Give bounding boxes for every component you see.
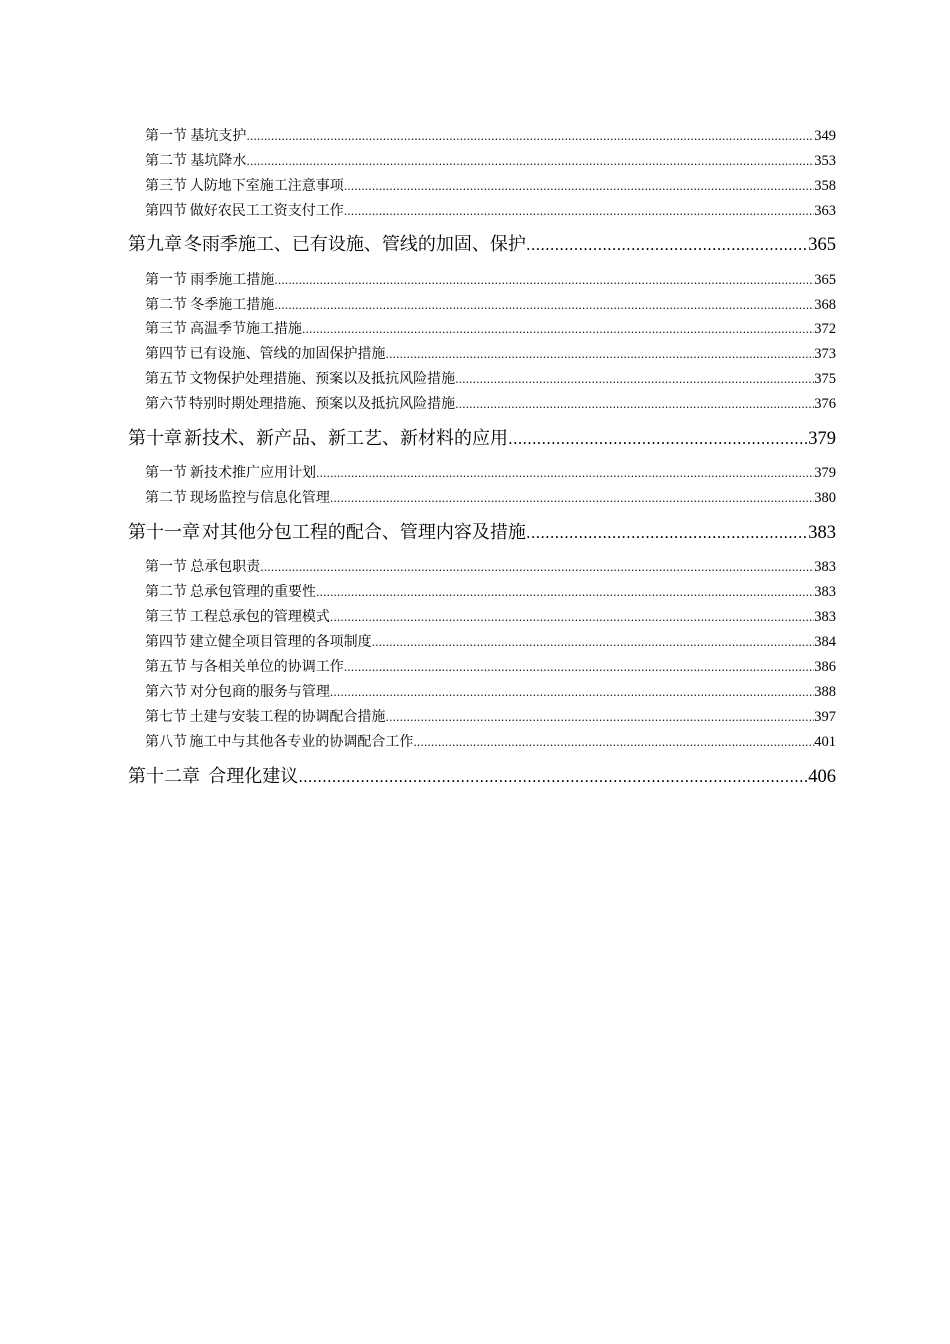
toc-entry-label: 第一节 xyxy=(145,465,187,481)
toc-entry-title: 土建与安装工程的协调配合措施 xyxy=(189,709,386,725)
toc-entry-chapter[interactable] xyxy=(128,765,836,789)
toc-entry-label: 第十二章 xyxy=(128,766,200,787)
toc-entry-section[interactable] xyxy=(145,296,836,315)
toc-entry-label: 第二节 xyxy=(145,490,187,506)
dot-leader xyxy=(372,633,815,652)
toc-entry-page-number: 353 xyxy=(814,153,836,169)
toc-entry-label: 第四节 xyxy=(145,203,187,219)
dot-leader xyxy=(330,608,814,627)
toc-entry-section[interactable] xyxy=(145,152,836,171)
toc-entry-label: 第四节 xyxy=(145,634,187,650)
toc-entry-label: 第十一章 xyxy=(128,522,200,543)
toc-entry-label: 第二节 xyxy=(145,297,187,313)
toc-entry-page-number: 383 xyxy=(814,584,836,600)
dot-leader xyxy=(386,345,815,364)
toc-entry-page-number: 363 xyxy=(814,203,836,219)
dot-leader xyxy=(316,464,814,483)
toc-entry-page-number: 380 xyxy=(814,490,836,506)
toc-entry-title: 对其他分包工程的配合、管理内容及措施 xyxy=(201,522,526,543)
toc-entry-page-number: 383 xyxy=(808,523,836,543)
toc-entry-title: 基坑支护 xyxy=(190,128,247,144)
dot-leader xyxy=(455,395,814,414)
toc-entry-label: 第七节 xyxy=(145,709,187,725)
toc-entry-label: 第一节 xyxy=(145,272,187,288)
dot-leader xyxy=(508,427,808,451)
dot-leader xyxy=(526,521,808,545)
toc-entry-page-number: 379 xyxy=(814,465,836,481)
toc-entry-title: 高温季节施工措施 xyxy=(190,321,303,337)
dot-leader xyxy=(526,233,808,257)
toc-entry-page-number: 349 xyxy=(814,128,836,144)
dot-leader xyxy=(344,658,814,677)
toc-entry-page-number: 397 xyxy=(814,709,836,725)
dot-leader xyxy=(302,320,814,339)
toc-entry-section[interactable] xyxy=(145,608,836,627)
toc-entry-section[interactable] xyxy=(145,658,836,677)
toc-entry-label: 第十章 xyxy=(128,428,182,449)
dot-leader xyxy=(344,177,814,196)
toc-entry-page-number: 365 xyxy=(814,272,836,288)
toc-entry-page-number: 383 xyxy=(814,559,836,575)
toc-entry-title: 总承包管理的重要性 xyxy=(189,584,316,600)
dot-leader xyxy=(413,733,814,752)
toc-entry-title: 冬季施工措施 xyxy=(190,297,275,313)
toc-entry-title: 工程总承包的管理模式 xyxy=(189,609,330,625)
toc-entry-page-number: 358 xyxy=(814,178,836,194)
toc-entry-section[interactable] xyxy=(145,320,836,339)
toc-entry-label: 第三节 xyxy=(145,321,187,337)
toc-entry-page-number: 373 xyxy=(814,346,836,362)
dot-leader xyxy=(344,202,814,221)
toc-entry-page-number: 406 xyxy=(808,767,836,787)
toc-entry-title: 与各相关单位的协调工作 xyxy=(189,659,344,675)
toc-entry-section[interactable] xyxy=(145,733,836,752)
toc-entry-label: 第三节 xyxy=(145,609,187,625)
toc-entry-page-number: 384 xyxy=(814,634,836,650)
toc-entry-title: 特别时期处理措施、预案以及抵抗风险措施 xyxy=(189,396,456,412)
toc-entry-section[interactable] xyxy=(145,683,836,702)
toc-entry-section[interactable] xyxy=(145,583,836,602)
toc-entry-section[interactable] xyxy=(145,633,836,652)
toc-entry-section[interactable] xyxy=(145,345,836,364)
toc-entry-title: 新技术、新产品、新工艺、新材料的应用 xyxy=(184,428,509,449)
toc-entry-label: 第一节 xyxy=(145,559,187,575)
toc-entry-section[interactable] xyxy=(145,127,836,146)
toc-entry-chapter[interactable] xyxy=(128,521,836,545)
toc-entry-page-number: 365 xyxy=(808,235,836,255)
toc-entry-page-number: 379 xyxy=(808,429,836,449)
toc-entry-label: 第二节 xyxy=(145,584,187,600)
dot-leader xyxy=(246,127,814,146)
toc-entry-title: 雨季施工措施 xyxy=(190,272,275,288)
toc-entry-page-number: 383 xyxy=(814,609,836,625)
dot-leader xyxy=(298,765,808,789)
toc-entry-title: 合理化建议 xyxy=(208,766,299,787)
toc-entry-section[interactable] xyxy=(145,464,836,483)
dot-leader xyxy=(386,708,815,727)
dot-leader xyxy=(330,683,814,702)
dot-leader xyxy=(274,271,814,290)
toc-entry-label: 第四节 xyxy=(145,346,187,362)
toc-entry-title: 新技术推广应用计划 xyxy=(189,465,316,481)
toc-entry-title: 文物保护处理措施、预案以及抵抗风险措施 xyxy=(189,371,456,387)
toc-entry-section[interactable] xyxy=(145,202,836,221)
toc-entry-label: 第五节 xyxy=(145,371,187,387)
toc-entry-page-number: 401 xyxy=(814,734,836,750)
toc-entry-chapter[interactable] xyxy=(128,233,836,257)
toc-entry-title: 现场监控与信息化管理 xyxy=(189,490,330,506)
toc-entry-label: 第二节 xyxy=(145,153,187,169)
dot-leader xyxy=(330,489,814,508)
toc-entry-chapter[interactable] xyxy=(128,427,836,451)
toc-entry-section[interactable] xyxy=(145,708,836,727)
toc-entry-title: 基坑降水 xyxy=(190,153,247,169)
toc-entry-page-number: 388 xyxy=(814,684,836,700)
toc-entry-label: 第九章 xyxy=(128,234,182,255)
toc-entry-label: 第六节 xyxy=(145,396,187,412)
dot-leader xyxy=(274,296,814,315)
toc-entry-title: 冬雨季施工、已有设施、管线的加固、保护 xyxy=(183,234,526,255)
dot-leader xyxy=(316,583,814,602)
toc-entry-section[interactable] xyxy=(145,370,836,389)
toc-entry-page-number: 376 xyxy=(814,396,836,412)
toc-entry-title: 人防地下室施工注意事项 xyxy=(189,178,344,194)
toc-entry-page-number: 368 xyxy=(814,297,836,313)
toc-entry-section[interactable] xyxy=(145,489,836,508)
toc-entry-page-number: 386 xyxy=(814,659,836,675)
toc-entry-section[interactable] xyxy=(145,558,836,577)
dot-leader xyxy=(246,152,814,171)
toc-entry-label: 第六节 xyxy=(145,684,187,700)
toc-entry-section[interactable] xyxy=(145,177,836,196)
toc-entry-section[interactable] xyxy=(145,395,836,414)
toc-entry-title: 已有设施、管线的加固保护措施 xyxy=(189,346,386,362)
toc-entry-title: 做好农民工工资支付工作 xyxy=(189,203,344,219)
toc-entry-page-number: 372 xyxy=(814,321,836,337)
toc-entry-section[interactable] xyxy=(145,271,836,290)
toc-entry-title: 总承包职责 xyxy=(190,559,261,575)
toc-entry-title: 施工中与其他各专业的协调配合工作 xyxy=(189,734,414,750)
toc-entry-title: 对分包商的服务与管理 xyxy=(189,684,330,700)
toc-entry-label: 第八节 xyxy=(145,734,187,750)
dot-leader xyxy=(260,558,814,577)
toc-entry-label: 第三节 xyxy=(145,178,187,194)
toc-entry-page-number: 375 xyxy=(814,371,836,387)
toc-entry-title: 建立健全项目管理的各项制度 xyxy=(189,634,372,650)
toc-entry-label: 第一节 xyxy=(145,128,187,144)
dot-leader xyxy=(455,370,814,389)
toc-entry-label: 第五节 xyxy=(145,659,187,675)
